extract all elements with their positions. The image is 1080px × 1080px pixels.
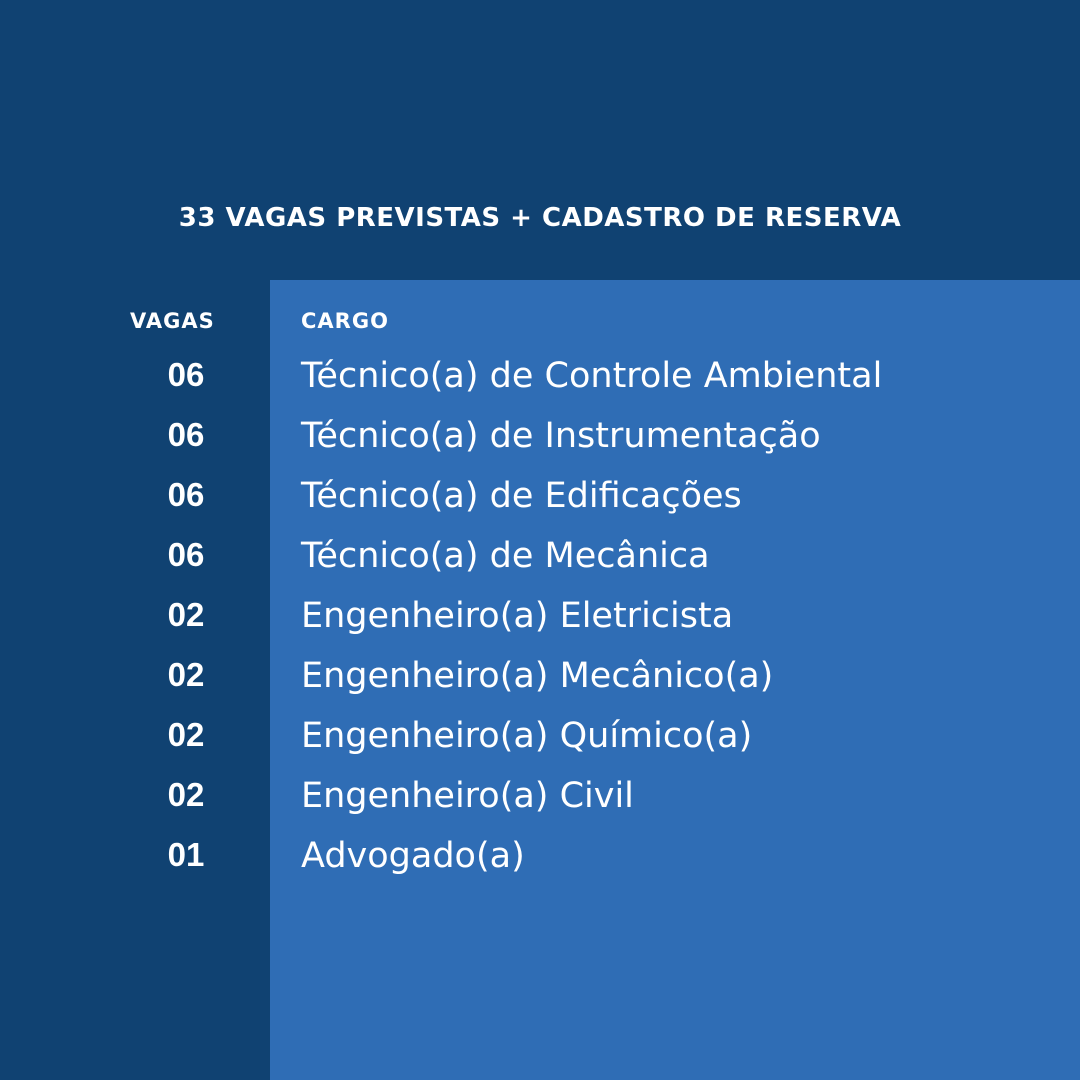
vacancy-count: 06: [167, 416, 205, 453]
vacancy-row: [0, 825, 1080, 885]
vacancy-count: 02: [167, 596, 205, 633]
job-title: Técnico(a) de Mecânica: [301, 536, 710, 576]
page-title: 33 VAGAS PREVISTAS + CADASTRO DE RESERVA: [178, 203, 902, 233]
vacancy-count: 02: [167, 716, 205, 753]
vacancy-row: [0, 645, 1080, 705]
job-title: Engenheiro(a) Civil: [301, 776, 634, 816]
job-title: Técnico(a) de Edificações: [301, 476, 742, 516]
job-title: Técnico(a) de Instrumentação: [301, 416, 821, 456]
vacancy-row: [0, 765, 1080, 825]
vacancy-list: [0, 345, 1080, 885]
job-title: Engenheiro(a) Químico(a): [301, 716, 753, 756]
vacancy-row: [0, 405, 1080, 465]
vacancy-row: [0, 525, 1080, 585]
job-title: Engenheiro(a) Mecânico(a): [301, 656, 774, 696]
job-title: Engenheiro(a) Eletricista: [301, 596, 734, 636]
vacancy-row: [0, 345, 1080, 405]
vacancy-count: 02: [167, 656, 205, 693]
vacancy-count: 06: [167, 356, 205, 393]
cargo-column-header: CARGO: [301, 309, 389, 333]
vacancy-row: [0, 465, 1080, 525]
job-title: Técnico(a) de Controle Ambiental: [301, 356, 883, 396]
vacancy-count: 02: [167, 776, 205, 813]
vacancy-row: [0, 705, 1080, 765]
vacancy-count: 06: [167, 476, 205, 513]
vacancy-count: 06: [167, 536, 205, 573]
vagas-column-header: VAGAS: [130, 309, 215, 333]
vacancy-row: [0, 585, 1080, 645]
vacancy-count: 01: [167, 836, 205, 873]
job-title: Advogado(a): [301, 836, 525, 876]
